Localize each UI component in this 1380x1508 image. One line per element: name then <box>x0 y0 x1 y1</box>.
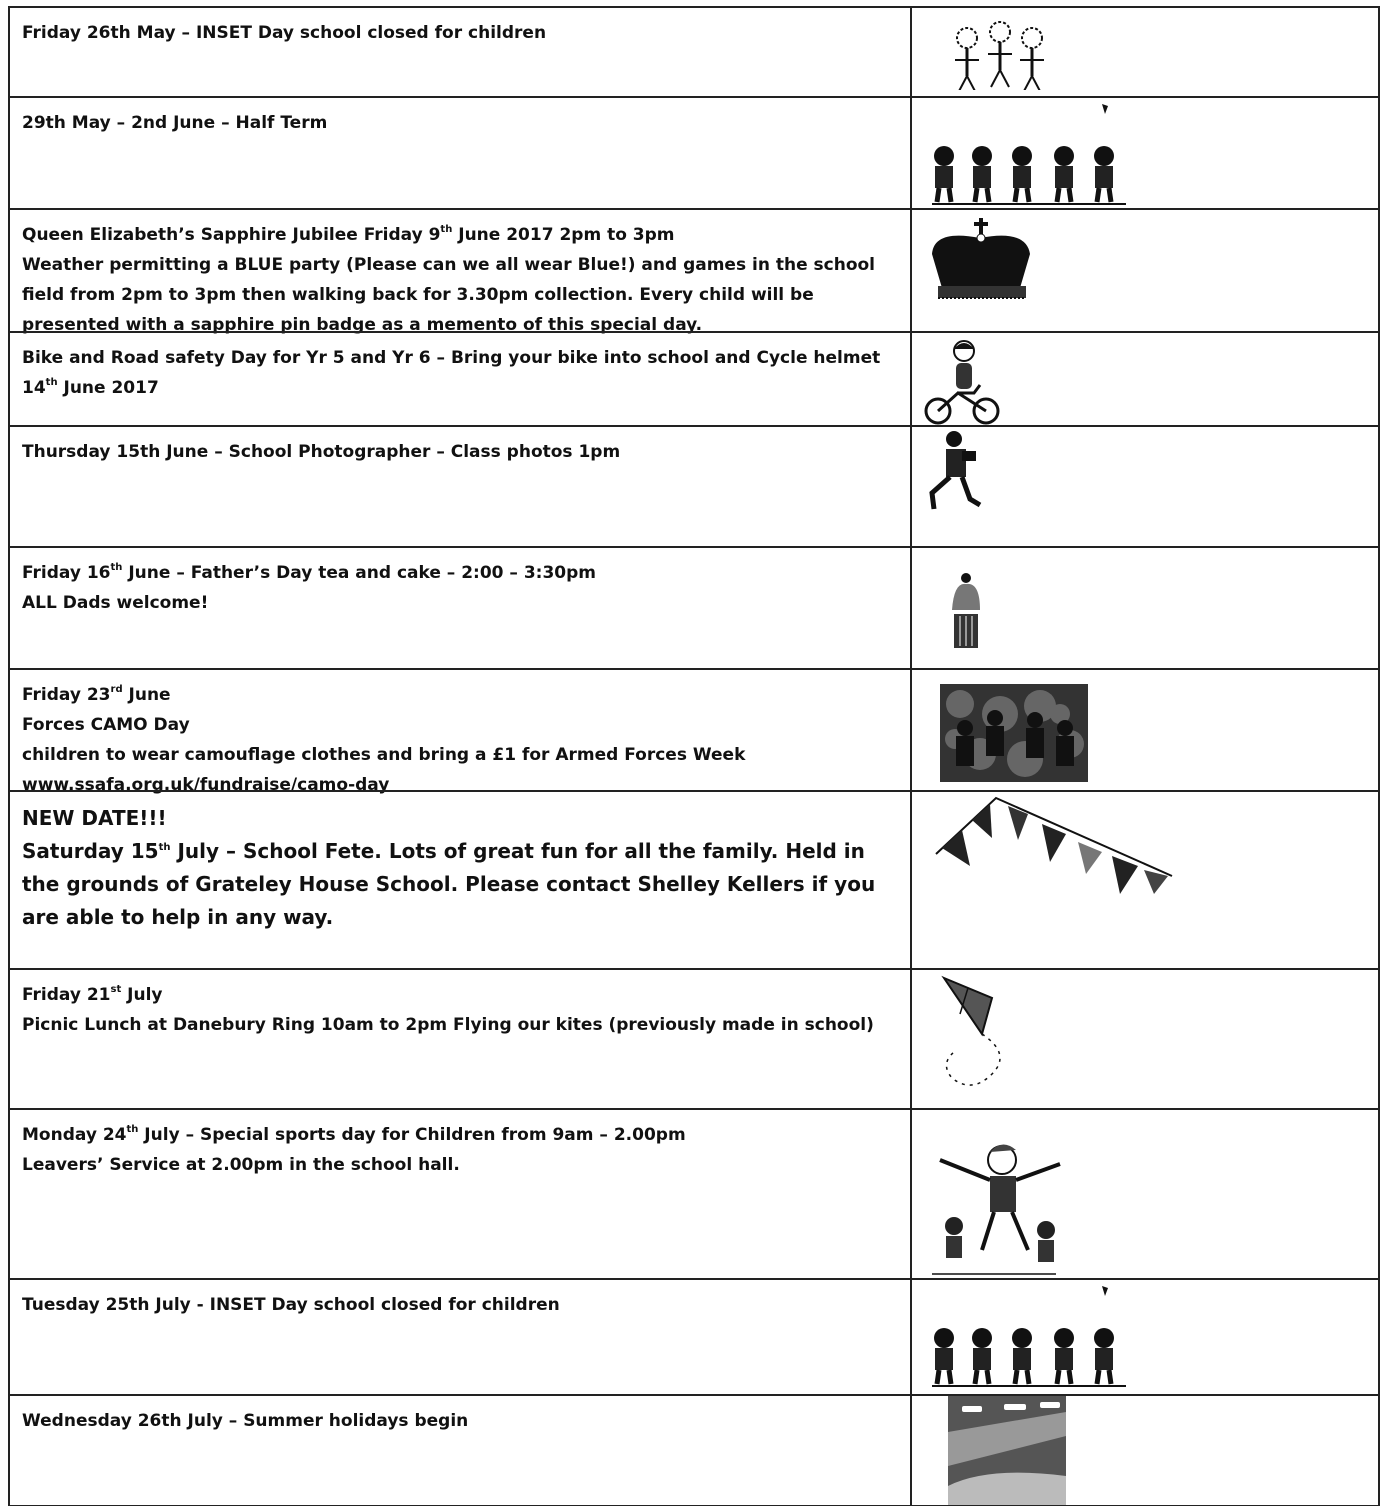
gears-people-icon <box>942 20 1062 90</box>
event-description <box>8 1280 912 1394</box>
ordinal-suffix: th <box>440 224 453 235</box>
event-line <box>22 250 900 340</box>
event-row <box>8 6 1380 96</box>
event-text: June 2017 2pm to 3pm <box>452 225 675 245</box>
road-picture-icon <box>948 1396 1068 1508</box>
event-text: June <box>122 685 171 705</box>
event-text: Tuesday 25th July - INSET Day school closed for children <box>22 1295 560 1315</box>
event-line <box>22 980 900 1010</box>
event-picture-cell <box>912 792 1380 968</box>
event-text: Leavers’ Service at 2.00pm in the school hall. <box>22 1155 460 1175</box>
event-line <box>22 710 900 740</box>
bunting-icon <box>932 794 1182 894</box>
event-text: June – Father’s Day tea and cake – 2:00 – 3:30pm <box>122 563 596 583</box>
event-description <box>8 1110 912 1278</box>
event-row <box>8 968 1380 1108</box>
event-description <box>8 427 912 546</box>
event-line <box>22 740 900 770</box>
event-row <box>8 425 1380 546</box>
children-playing-icon <box>926 1282 1126 1392</box>
event-line <box>22 108 900 138</box>
event-description <box>8 548 912 668</box>
event-text: 29th May – 2nd June – Half Term <box>22 113 328 133</box>
event-picture-cell <box>912 333 1380 425</box>
ordinal-suffix: th <box>158 842 171 853</box>
event-line <box>22 1150 900 1180</box>
event-row <box>8 668 1380 795</box>
event-picture-cell <box>912 210 1380 331</box>
ordinal-suffix: th <box>126 1124 139 1135</box>
event-line <box>22 1406 900 1436</box>
event-text: ALL Dads welcome! <box>22 593 209 613</box>
cyclist-icon <box>922 337 1007 427</box>
event-line <box>22 18 900 48</box>
event-text: www.ssafa.org.uk/fundraise/camo-day <box>22 775 390 795</box>
event-description <box>8 792 912 968</box>
event-row <box>8 208 1380 335</box>
event-text: Thursday 15th June – School Photographer – Class photos 1pm <box>22 442 621 462</box>
jumping-children-icon <box>932 1140 1067 1280</box>
event-picture-cell <box>912 970 1380 1108</box>
event-row <box>8 1108 1380 1278</box>
kite-icon <box>922 974 1022 1109</box>
event-text: NEW DATE!!! <box>22 806 167 830</box>
event-text: June 2017 <box>57 378 159 398</box>
event-text: Monday 24 <box>22 1125 127 1145</box>
event-picture-cell <box>912 1110 1380 1278</box>
event-text: July <box>121 985 163 1005</box>
event-picture-cell <box>912 98 1380 208</box>
event-row <box>8 331 1380 425</box>
event-picture-cell <box>912 1280 1380 1394</box>
event-picture-cell <box>912 670 1380 790</box>
event-picture-cell <box>912 427 1380 546</box>
crown-icon <box>924 214 1039 309</box>
event-text: Weather permitting a BLUE party (Please can we all wear Blue!) and games in the school field from 2pm to 3pm then walking back for 3.30pm collection. Every child will be presented with a sapphire pin badge as a memento of this special day. <box>22 255 876 335</box>
ordinal-suffix: st <box>110 984 122 995</box>
event-text: Forces CAMO Day <box>22 715 190 735</box>
event-text: Queen Elizabeth’s Sapphire Jubilee Friday 9 <box>22 225 441 245</box>
event-row <box>8 96 1380 208</box>
event-text: Friday 21 <box>22 985 111 1005</box>
event-text: Friday 26th May – INSET Day school closed for children <box>22 23 547 43</box>
event-description <box>8 1396 912 1506</box>
event-description <box>8 98 912 208</box>
event-description <box>8 8 912 96</box>
ordinal-suffix: rd <box>110 684 123 695</box>
event-line <box>22 1290 900 1320</box>
event-line <box>22 680 900 710</box>
event-text: Friday 16 <box>22 563 111 583</box>
event-description <box>8 970 912 1108</box>
event-row <box>8 1278 1380 1394</box>
event-description <box>8 210 912 335</box>
event-row <box>8 1394 1380 1506</box>
event-line <box>22 437 900 467</box>
ordinal-suffix: th <box>110 562 123 573</box>
event-line <box>22 1010 900 1040</box>
event-row <box>8 790 1380 968</box>
event-text: Bike and Road safety Day for Yr 5 and Yr 6 – Bring your bike into school and Cycle helmet 14 <box>22 348 881 398</box>
event-text: July – School Fete. Lots of great fun for all the family. Held in the grounds of Grateley House School. Please contact Shelley Kellers if you are able to help in any way. <box>22 839 876 929</box>
event-text: Picnic Lunch at Danebury Ring 10am to 2pm Flying our kites (previously made in school) <box>22 1015 874 1035</box>
event-text: Wednesday 26th July – Summer holidays begin <box>22 1411 469 1431</box>
event-picture-cell <box>912 548 1380 668</box>
event-picture-cell <box>912 8 1380 96</box>
event-row <box>8 546 1380 668</box>
event-text: Friday 23 <box>22 685 111 705</box>
ordinal-suffix: th <box>45 377 58 388</box>
event-description <box>8 670 912 795</box>
cupcake-icon <box>946 570 986 650</box>
event-text: children to wear camouflage clothes and bring a £1 for Armed Forces Week <box>22 745 746 765</box>
event-line <box>22 802 900 835</box>
event-line <box>22 558 900 588</box>
event-line <box>22 343 900 403</box>
children-playing-icon <box>926 100 1126 210</box>
event-description <box>8 333 912 425</box>
event-line <box>22 835 900 934</box>
event-line <box>22 220 900 250</box>
event-text: Saturday 15 <box>22 839 159 863</box>
event-line <box>22 1120 900 1150</box>
photographer-icon <box>924 429 994 524</box>
event-line <box>22 588 900 618</box>
soldiers-photo-icon <box>940 684 1088 784</box>
event-picture-cell <box>912 1396 1380 1506</box>
event-text: July – Special sports day for Children from 9am – 2.00pm <box>138 1125 686 1145</box>
